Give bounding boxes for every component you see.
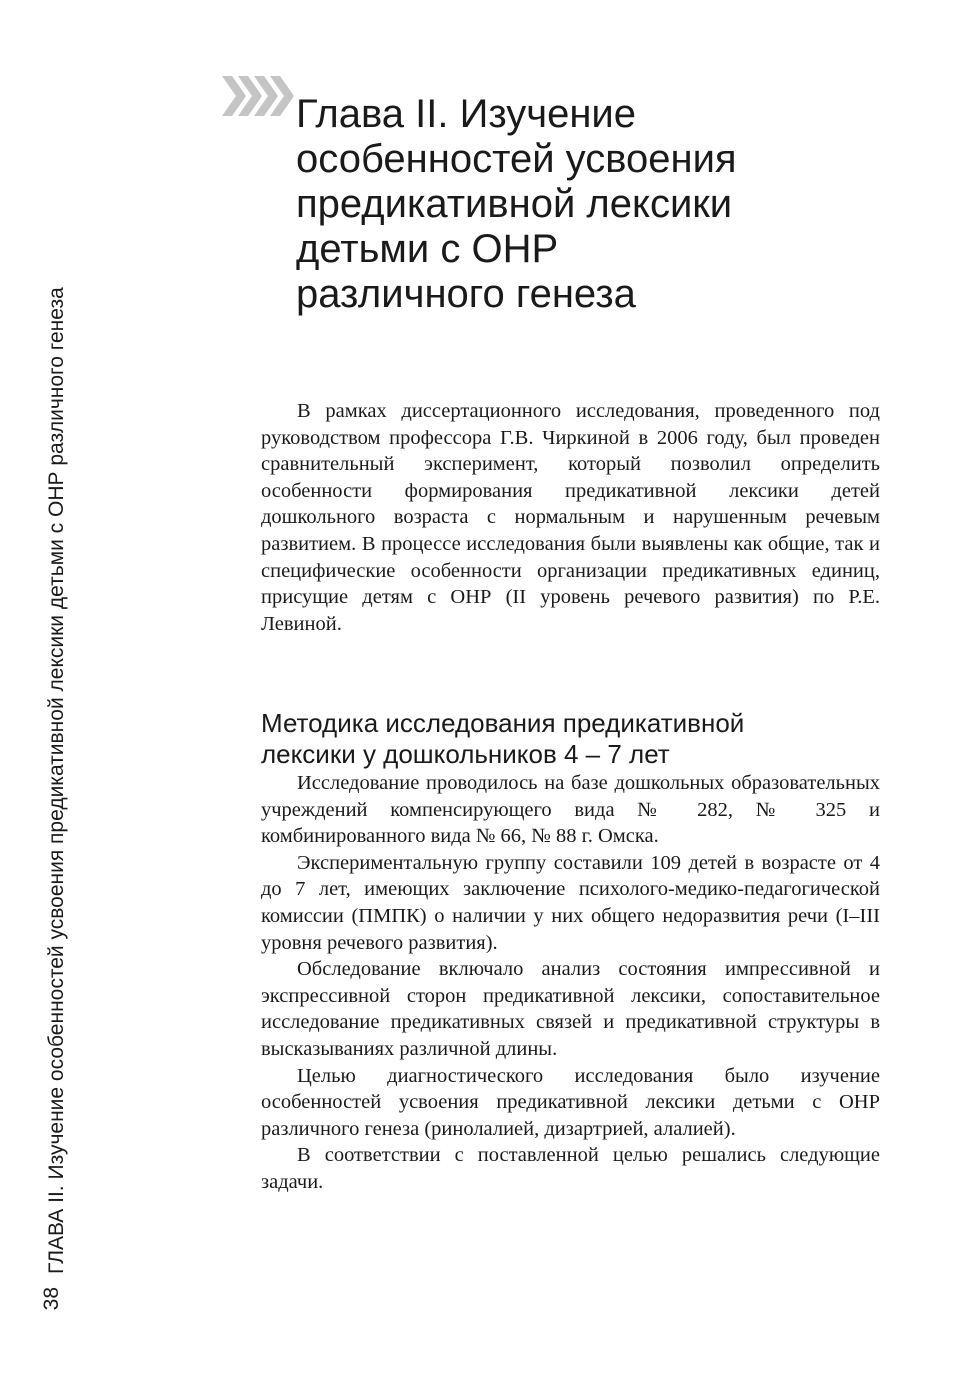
page-number: 38 [40,1287,63,1311]
body-paragraph: Обследование включало анализ состояния импрессивной и экспрессивной сторон предикативной лексики, сопоставительное исследование предикативных связей и предикативной структуры в высказываниях различной длины. [261,958,880,1060]
section-title-line: Методика исследования предикативной [261,708,745,738]
chapter-title [296,92,896,317]
section-title [261,708,880,770]
body-paragraph: Исследование проводилось на базе дошкольных образовательных учреждений компенсирующего вида № 282, № 325 и комбинированного вида № 66, № 88 г. Омска. [261,772,880,848]
body-paragraph: Экспериментальную группу составили 109 детей в возрасте от 4 до 7 лет, имеющих заключение психолого-медико-педагогической комиссии (ПМПК) о наличии у них общего недоразвития речи (I–III уровня речевого развития). [261,851,880,954]
chapter-title-line: особенностей усвоения [296,137,737,181]
chapter-title-line: различного генеза [296,272,636,316]
chapter-title-line: детьми с ОНР [296,227,559,271]
chevrons-icon [222,74,294,118]
chapter-title-line: Глава II. Изучение [296,92,637,136]
intro-paragraph: В рамках диссертационного исследования, проведенного под руководством профессора Г.В. Чиркиной в 2006 году, был проведен сравнительный эксперимент, который позволил определить особенности формирования предикативной лексики детей дошкольного возраста с нормальным и нарушенным речевым развитием. В процессе исследования были выявлены как общие, так и специфические особенности организации предикативных единиц, присущие детям с ОНР (II уровень речевого развития) по Р.Е. Левиной. [261,400,880,635]
running-head [42,287,72,1278]
body-paragraph: В соответствии с поставленной целью решались следующие задачи. [261,1144,880,1193]
chapter-title-line: предикативной лексики [296,182,733,226]
methodology-section [261,708,880,1196]
running-head-text: ГЛАВА II. Изучение особенностей усвоения предикативной лексики детьми с ОНР различного генеза [45,287,68,1274]
section-title-line: лексики у дошкольников 4 – 7 лет [261,739,670,769]
body-paragraph: Целью диагностического исследования было изучение особенностей усвоения предикативной лексики детьми с ОНР различного генеза (ринолалией, дизартрией, алалией). [261,1064,880,1140]
